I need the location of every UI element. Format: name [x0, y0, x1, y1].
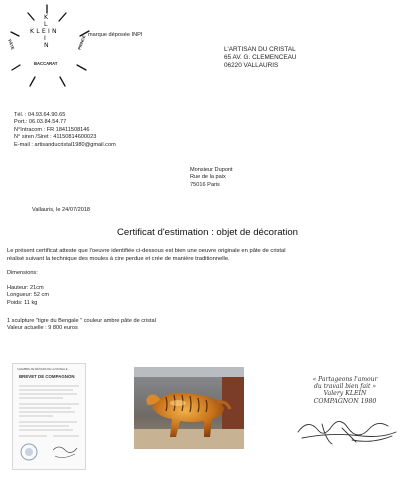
- sender-name: L'ARTISAN DU CRISTAL: [224, 46, 296, 53]
- signature-title: COMPAGNON 1980: [313, 397, 377, 405]
- contact-siren: N° siren /Siret : 41150814600023: [14, 134, 97, 141]
- dimension-length: Longueur: 52 cm: [7, 292, 49, 299]
- recipient-city: 75016 Paris: [190, 181, 220, 188]
- item-value: Valeur actuelle : 9 800 euros: [7, 325, 78, 332]
- logo-letter-n: N: [44, 42, 49, 49]
- logo-seal-right: PRINCE: [76, 34, 87, 51]
- sender-street: 65 AV. G. CLEMENCEAU: [224, 54, 297, 61]
- tiger-sculpture-image: [134, 367, 244, 449]
- brevet-document-image: [12, 363, 86, 470]
- certificate-intro: [7, 248, 387, 263]
- brevet-header-2: BREVET DE COMPAGNON: [19, 374, 75, 379]
- tiger-sculpture-photo: [134, 367, 244, 449]
- dimension-height: Hauteur: 21cm: [7, 285, 44, 291]
- handwritten-signature: [292, 410, 401, 452]
- logo-letter-l: L: [44, 21, 48, 28]
- contact-intracom: N°Intracom : FR 18411508146: [14, 126, 90, 133]
- dimensions-list: [7, 285, 49, 307]
- trademark-note: marque déposée INPI: [88, 32, 143, 38]
- intro-line-1: Le présent certificat atteste que l'oeuvre identifiée ci-dessous est bien une oeuvre originale en pâte de cristal: [7, 248, 286, 254]
- logo-word-klein: KLEIN: [30, 28, 59, 35]
- item-description: [7, 318, 156, 333]
- signature-quote-2: du travail bien fait »: [314, 383, 376, 391]
- brevet-header-1: CHAMBRE DE MÉTIERS DE LA MOSELLE: [17, 368, 68, 371]
- logo-seal-left: PÂTE: [7, 38, 16, 51]
- sender-city: 06220 VALLAURIS: [224, 62, 279, 69]
- logo-letter-i: I: [44, 35, 46, 42]
- item-line: 1 sculpture "tigre du Bengale " couleur ambre pâte de cristal: [7, 318, 156, 324]
- contact-port: Port.: 06.03.84.54.77: [14, 119, 67, 126]
- logo-letter-k: K: [44, 14, 49, 21]
- sender-address: [224, 46, 296, 70]
- signature-name: Valery KLEIN: [323, 390, 367, 398]
- certificate-title: Certificat d'estimation : objet de décoration: [117, 227, 299, 238]
- contact-tel: Tél. : 04.93.64.90.65: [14, 112, 66, 118]
- recipient-name: Monsieur Dupont: [190, 167, 233, 173]
- intro-line-2: réalisé suivant la technique des moules à cire perdue et crée de manière traditionnelle.: [7, 255, 230, 262]
- recipient-street: Rue de la paix: [190, 174, 226, 181]
- dimension-weight: Poids: 11 kg: [7, 299, 38, 306]
- recipient-address: [190, 167, 233, 189]
- dimensions-label: Dimensions:: [7, 270, 38, 276]
- contact-email: E-mail : artisanducristal1980@gmail.com: [14, 141, 116, 148]
- company-logo: [4, 4, 96, 92]
- signature-quote-1: « Partageons l'amour: [312, 376, 378, 383]
- brevet-text-lines: [13, 364, 85, 469]
- contact-details: [14, 112, 116, 149]
- signature-block: [290, 376, 400, 405]
- date-line: Vallauris, le 24/07/2018: [32, 207, 91, 213]
- logo-seal-bottom: BACCARAT: [34, 61, 58, 66]
